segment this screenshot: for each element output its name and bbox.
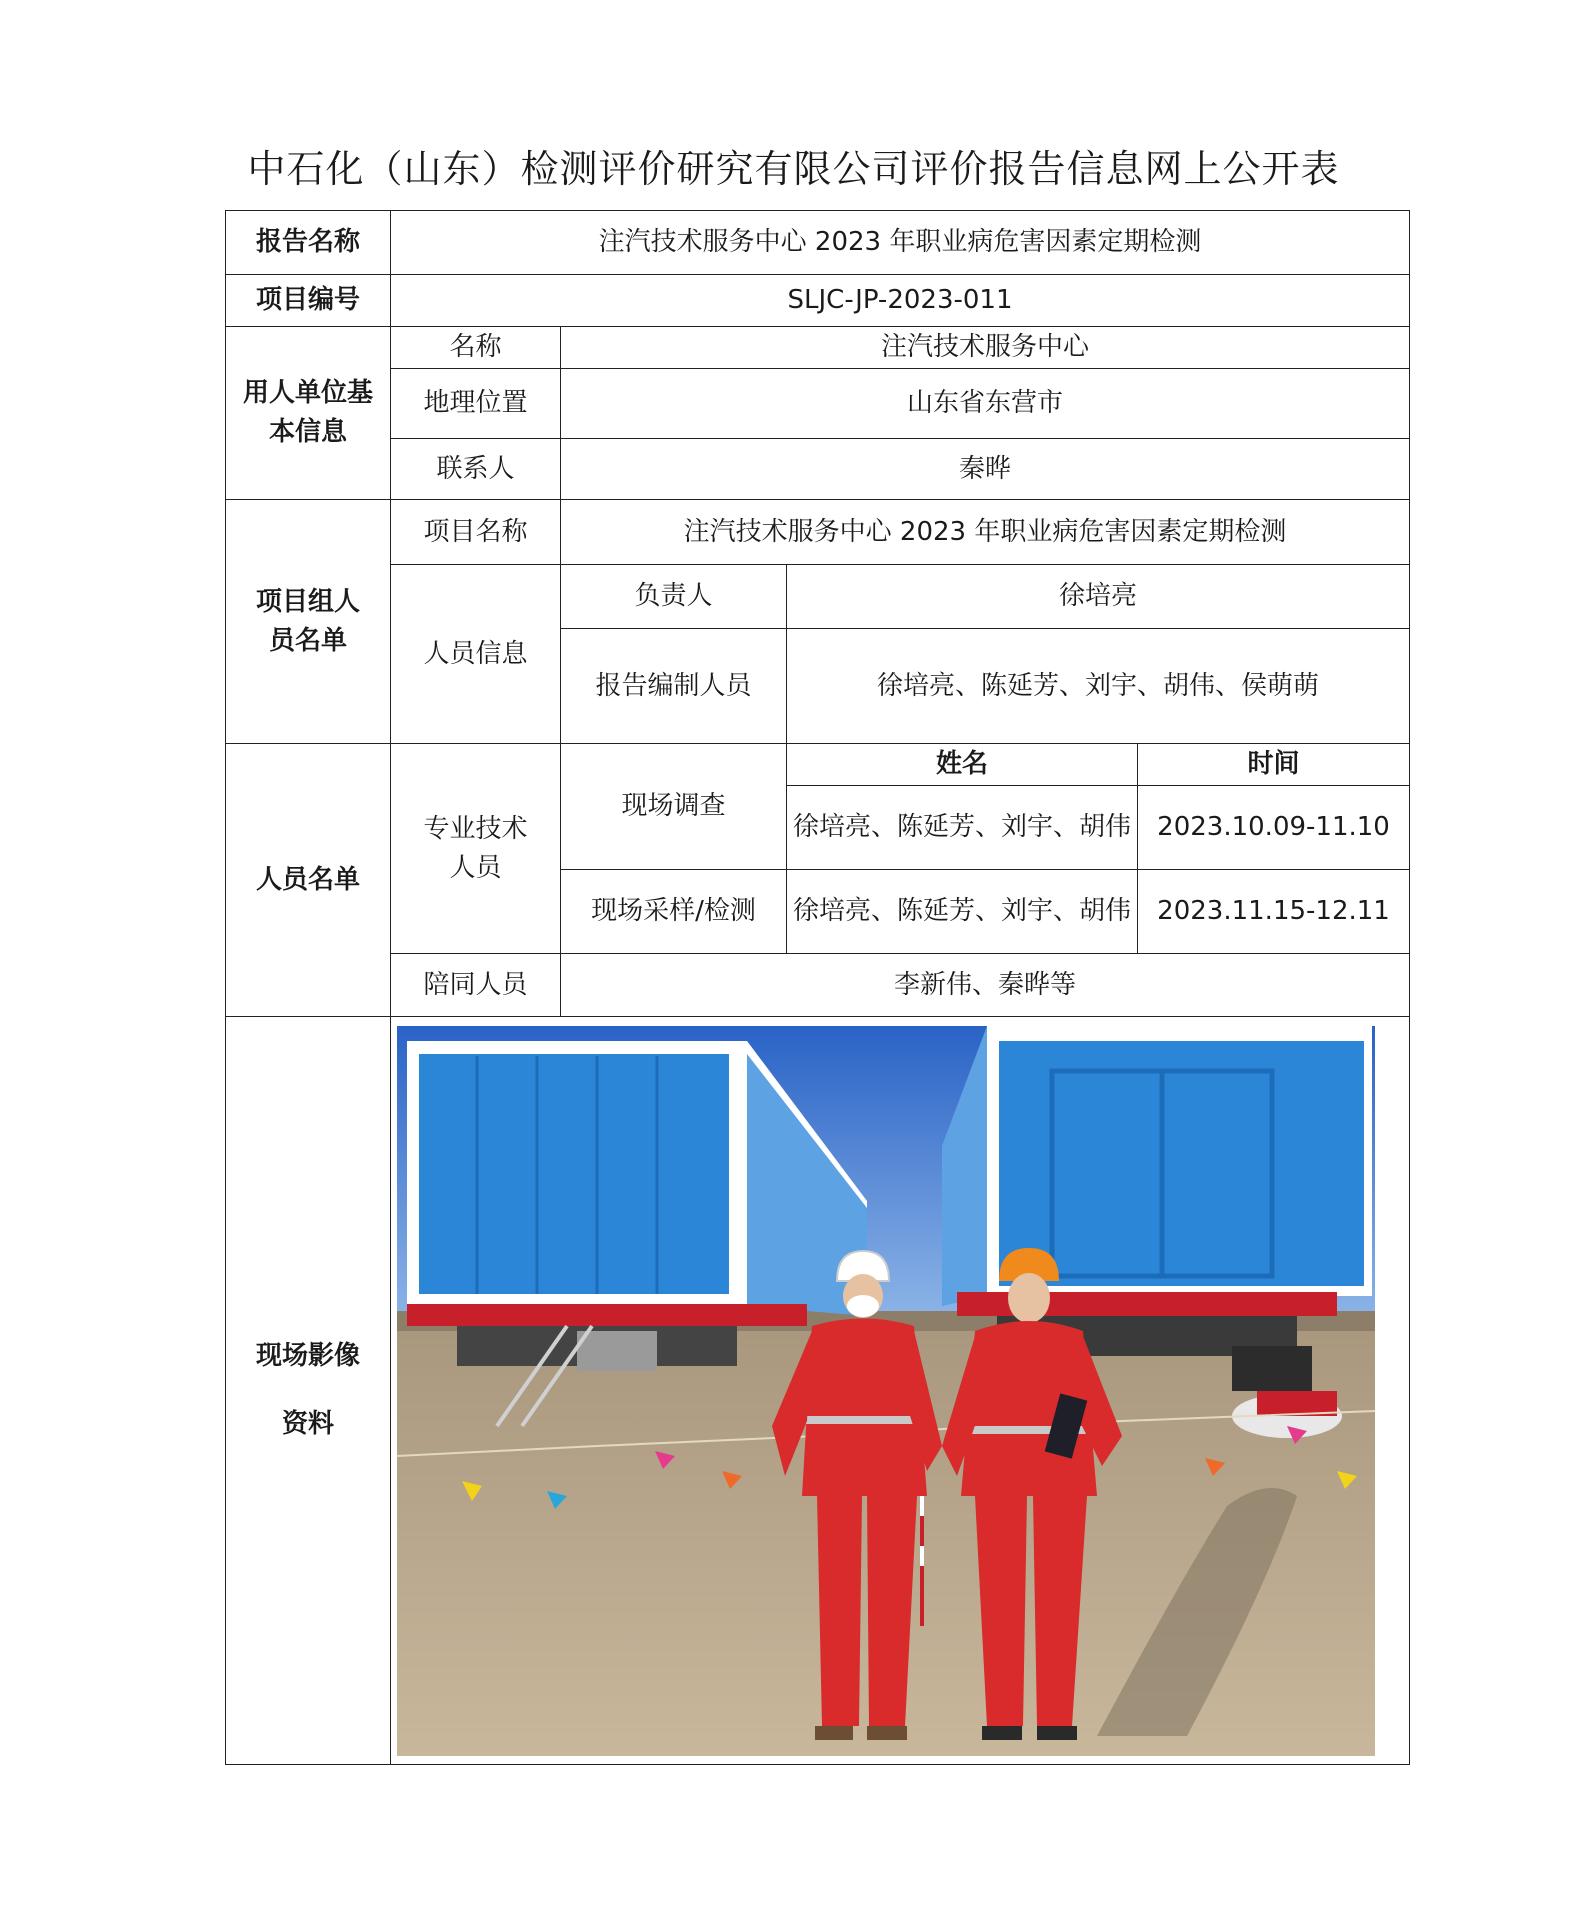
report-name-label: 报告名称	[226, 211, 391, 275]
leader-label: 负责人	[561, 565, 787, 629]
report-writers-value: 徐培亮、陈延芳、刘宇、胡伟、侯萌萌	[787, 629, 1410, 744]
sampling-label: 现场采样/检测	[561, 870, 787, 954]
project-no-value: SLJC-JP-2023-011	[391, 275, 1410, 327]
employer-contact-label: 联系人	[391, 439, 561, 500]
tech-staff-label	[391, 744, 561, 954]
project-team-text: 项目组人员名单	[255, 586, 360, 656]
employer-contact-value: 秦晔	[561, 439, 1410, 500]
survey-label: 现场调查	[561, 744, 787, 870]
site-photo-cell	[391, 1017, 1410, 1765]
site-photo-illustration	[397, 1026, 1375, 1756]
tech-staff-text: 专业技术人员	[423, 813, 528, 883]
employer-name-value: 注汽技术服务中心	[561, 327, 1410, 369]
col-time-header: 时间	[1138, 744, 1410, 786]
employer-section-label	[226, 327, 391, 500]
site-images-label-line2: 资料	[281, 1408, 334, 1439]
staff-info-label: 人员信息	[391, 565, 561, 744]
project-name-label: 项目名称	[391, 500, 561, 565]
site-images-label-line1: 现场影像	[255, 1340, 360, 1371]
employer-location-label: 地理位置	[391, 369, 561, 439]
report-writers-label: 报告编制人员	[561, 629, 787, 744]
survey-time: 2023.10.09-11.10	[1138, 786, 1410, 870]
sampling-time: 2023.11.15-12.11	[1138, 870, 1410, 954]
report-name-value: 注汽技术服务中心 2023 年职业病危害因素定期检测	[391, 211, 1410, 275]
site-images-label	[226, 1017, 391, 1765]
employer-location-value: 山东省东营市	[561, 369, 1410, 439]
project-no-label: 项目编号	[226, 275, 391, 327]
escort-value: 李新伟、秦晔等	[561, 954, 1410, 1017]
site-photo	[397, 1026, 1375, 1756]
page-title: 中石化（山东）检测评价研究有限公司评价报告信息网上公开表	[247, 147, 1340, 191]
project-name-value: 注汽技术服务中心 2023 年职业病危害因素定期检测	[561, 500, 1410, 565]
escort-label: 陪同人员	[391, 954, 561, 1017]
survey-names: 徐培亮、陈延芳、刘宇、胡伟	[787, 786, 1138, 870]
employer-section-text: 用人单位基本信息	[243, 378, 374, 447]
employer-name-label: 名称	[391, 327, 561, 369]
col-name-header: 姓名	[787, 744, 1138, 786]
project-team-label	[226, 500, 391, 744]
sampling-names: 徐培亮、陈延芳、刘宇、胡伟	[787, 870, 1138, 954]
personnel-label: 人员名单	[226, 744, 391, 1017]
leader-value: 徐培亮	[787, 565, 1410, 629]
info-table	[225, 210, 1410, 1765]
